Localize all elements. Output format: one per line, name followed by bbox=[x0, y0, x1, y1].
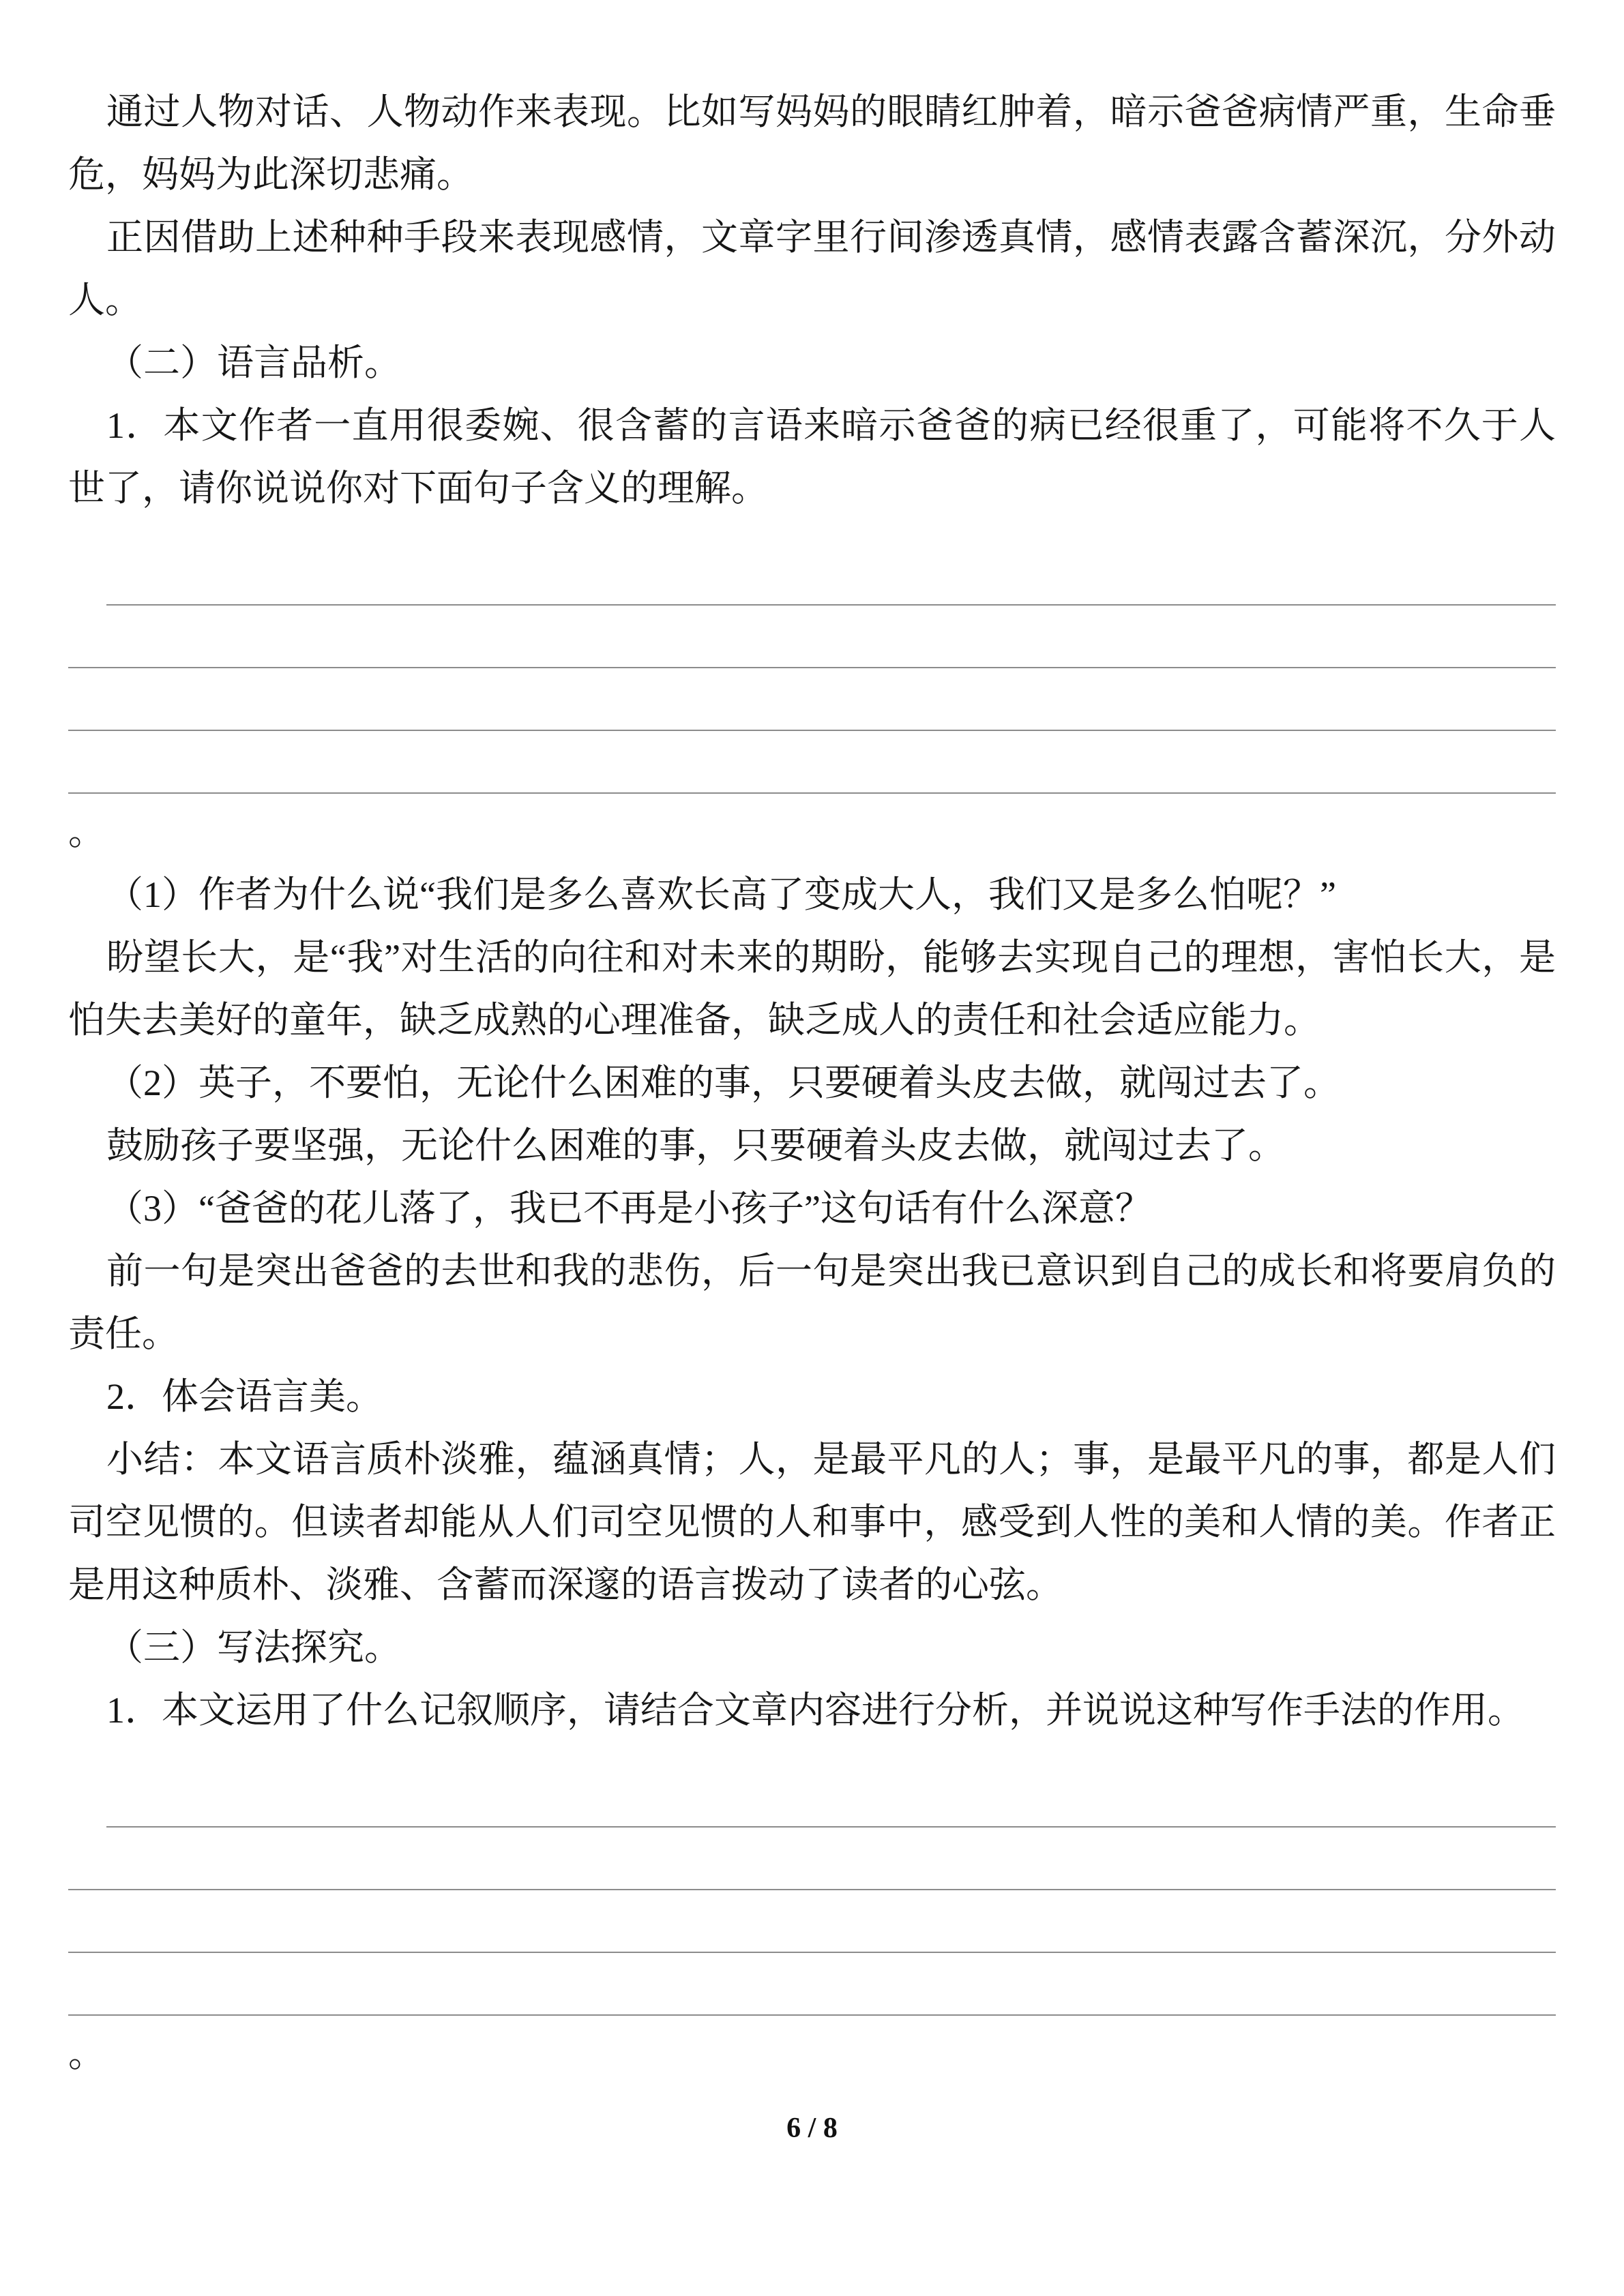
answer-lines-group-2 bbox=[68, 1742, 1556, 2023]
paragraph-dialogue-action-analysis: 通过人物对话、人物动作来表现。比如写妈妈的眼睛红肿着，暗示爸爸病情严重，生命垂危，妈妈为此深切悲痛。 bbox=[68, 91, 1556, 195]
answer-line bbox=[68, 731, 1556, 794]
heading-writing-method-exploration: （三）写法探究。 bbox=[106, 1627, 401, 1668]
answer-line bbox=[106, 1765, 1556, 1828]
question-2-yingzi-dont-be-afraid: （2）英子，不要怕，无论什么困难的事，只要硬着头皮去做，就闯过去了。 bbox=[106, 1062, 1340, 1103]
answer-line bbox=[68, 1828, 1556, 1890]
paragraph-emotion-conclusion: 正因借助上述种种手段来表现感情，文章字里行间渗透真情，感情表露含蓄深沉，分外动人。 bbox=[68, 217, 1556, 320]
answer-line bbox=[106, 543, 1556, 606]
question-1-why-afraid-to-grow-up: （1）作者为什么说“我们是多么喜欢长高了变成大人，我们又是多么怕呢？” bbox=[106, 874, 1336, 915]
answer-1-growing-up: 盼望长大，是“我”对生活的向往和对未来的期盼，能够去实现自己的理想，害怕长大，是怕失去美好的童年，缺乏成熟的心理准备，缺乏成人的责任和社会适应能力。 bbox=[68, 937, 1556, 1041]
answer-lines-group-1 bbox=[68, 520, 1556, 801]
paragraph-period-mark-2: 。 bbox=[68, 2033, 105, 2074]
question-narrative-order: 1．本文运用了什么记叙顺序，请结合文章内容进行分析，并说说这种写作手法的作用。 bbox=[106, 1690, 1524, 1731]
heading-language-beauty: 2．体会语言美。 bbox=[106, 1376, 383, 1417]
answer-line bbox=[68, 1890, 1556, 1953]
paragraph-period-mark-1: 。 bbox=[68, 811, 105, 852]
question-sentence-meaning: 1．本文作者一直用很委婉、很含蓄的言语来暗示爸爸的病已经很重了，可能将不久于人世了，请你说说你对下面句子含义的理解。 bbox=[68, 405, 1556, 509]
answer-line bbox=[68, 668, 1556, 731]
page-number: 6 / 8 bbox=[786, 2113, 838, 2144]
answer-line bbox=[68, 1953, 1556, 2016]
question-3-papas-flowers-meaning: （3）“爸爸的花儿落了，我已不再是小孩子”这句话有什么深意？ bbox=[106, 1188, 1152, 1229]
answer-3-growth-responsibility: 前一句是突出爸爸的去世和我的悲伤，后一句是突出我已意识到自己的成长和将要肩负的责任。 bbox=[68, 1251, 1556, 1354]
answer-2-encourage-strength: 鼓励孩子要坚强，无论什么困难的事，只要硬着头皮去做，就闯过去了。 bbox=[106, 1125, 1285, 1166]
heading-language-analysis: （二）语言品析。 bbox=[106, 342, 401, 383]
paragraph-language-summary: 小结：本文语言质朴淡雅，蕴涵真情；人，是最平凡的人；事，是最平凡的事，都是人们司空见惯的。但读者却能从人们司空见惯的人和事中，感受到人性的美和人情的美。作者正是用这种质朴、淡雅、含蓄而深邃的语言拨动了读者的心弦。 bbox=[68, 1439, 1556, 1605]
answer-line bbox=[68, 606, 1556, 668]
